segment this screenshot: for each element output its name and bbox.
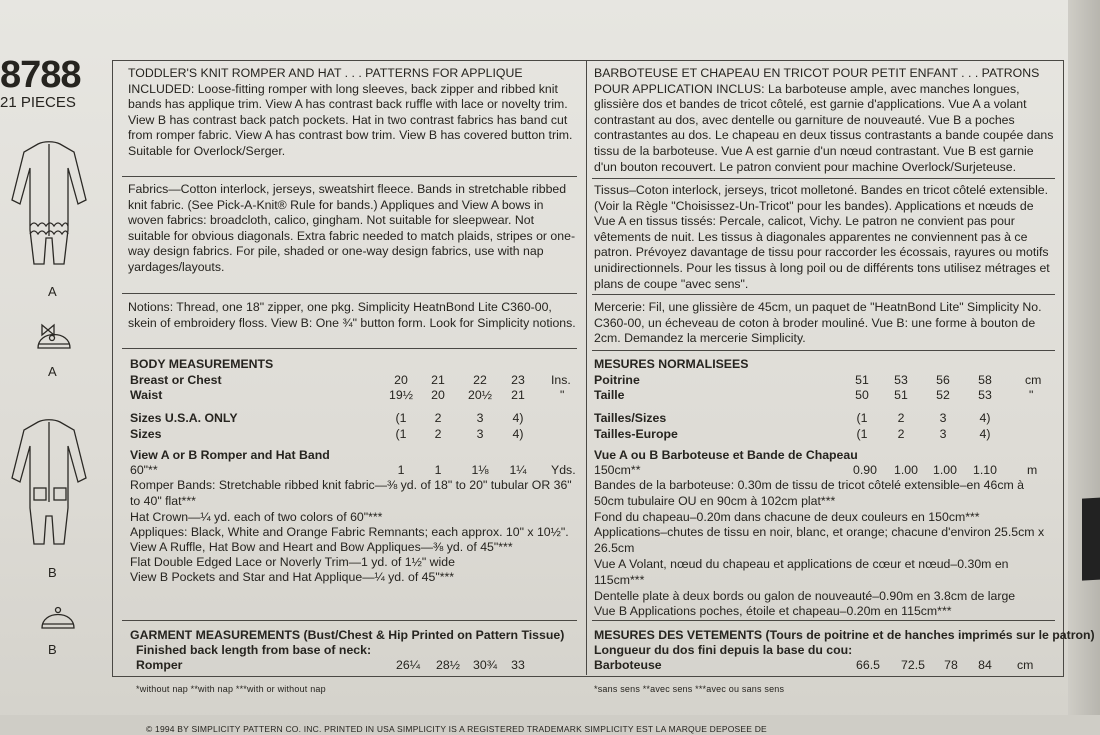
size-value: (1: [395, 411, 407, 425]
breast-value: 22: [473, 373, 487, 387]
bandes-fr: Bandes de la barboteuse: 0.30m de tissu de tricot côtelé extensible–en 46cm à 50cm tubulaire OU en 90cm à 102cm plat***: [594, 478, 1024, 508]
hat-view-b-illustration: [38, 604, 78, 634]
size-value: 3: [939, 411, 947, 425]
divider: [592, 294, 1055, 295]
taille-value: 51: [894, 388, 908, 402]
romper-view-a-illustration: [0, 140, 90, 275]
metrage-value: 1.00: [933, 463, 957, 477]
envelope-tab: [1082, 497, 1100, 580]
barboteuse-label: Barboteuse: [594, 658, 662, 672]
copyright-line: © 1994 BY SIMPLICITY PATTERN CO. INC. PRINTED IN USA SIMPLICITY IS A REGISTERED TRADEMARK SIMPLICITY EST LA MARQUE DEPOSEE DE: [146, 724, 767, 734]
sizes-us-label: Sizes U.S.A. ONLY: [130, 411, 238, 425]
inches-unit: Ins.: [551, 373, 571, 387]
sizes-label: Sizes: [130, 427, 162, 441]
waist-label: Waist: [130, 388, 163, 402]
size-value: (1: [856, 427, 868, 441]
vue-b-applications-fr: Vue B Applications poches, étoile et chapeau–0.20m en 115cm***: [594, 604, 952, 618]
hat-crown-en: Hat Crown—¼ yd. each of two colors of 60"***: [130, 510, 383, 524]
romper-length-value: 30¾: [473, 658, 497, 672]
lace-trim-en: Flat Double Edged Lace or Noverly Trim—1 yd. of 1½" wide: [130, 555, 455, 569]
yardage-value: 1: [397, 463, 405, 477]
romper-length-value: 26¼: [396, 658, 420, 672]
ditto-mark: ": [560, 388, 565, 402]
barboteuse-value: 72.5: [901, 658, 925, 672]
breast-label: Breast or Chest: [130, 373, 222, 387]
view-a-label: A: [48, 284, 57, 299]
taille-label: Taille: [594, 388, 625, 402]
applications-fr: Applications–chutes de tissu en noir, blanc, et orange; chacune d'environ 25.5cm x 26.5cm: [594, 525, 1045, 555]
notions-en: Notions: Thread, one 18" zipper, one pkg. Simplicity HeatnBond Lite C360-00, skein of embroidery floss. View B: One ¾" button form. Look for Simplicity notions.: [128, 300, 576, 330]
mesures-heading: MESURES NORMALISEES: [594, 357, 749, 371]
size-value: 4): [512, 411, 524, 425]
appliques-en: Appliques: Black, White and Orange Fabric Remnants; each approx. 10" x 10½".: [130, 525, 569, 539]
romper-length-value: 33: [511, 658, 525, 672]
hat-view-a-illustration: [34, 322, 74, 354]
barboteuse-value: 66.5: [856, 658, 880, 672]
vue-ab-label: Vue A ou B Barboteuse et Bande de Chapeau: [594, 448, 858, 462]
tailles-sizes-label: Tailles/Sizes: [594, 411, 667, 425]
size-value: 3: [476, 411, 484, 425]
waist-value: 19½: [389, 388, 413, 402]
garment-measurements-heading: GARMENT MEASUREMENTS (Bust/Chest & Hip Printed on Pattern Tissue): [130, 628, 565, 642]
yards-unit: Yds.: [551, 463, 576, 477]
view-a-ruffle-en: View A Ruffle, Hat Bow and Heart and Bow Appliques—⅜ yd. of 45"***: [130, 540, 513, 554]
tissus-fr: Tissus–Coton interlock, jerseys, tricot molletoné. Bandes en tricot côtelé extensible. (Voir la Règle "Choisissez-Un-Tricot" pour les bandes). Applications et nœuds de Vue A en tissus tissés: Percale, calicot, Vichy. Le patron ne convient pas pour vêtements de nuit. Les tissus à diagonales apparentes ne conviennent pas à ce patron. Prévoyez davantage de tissu pour raccorder les écossais, rayures ou motifs unidirectionnels. Pour les tissus à long poil ou de différents tons utilisez métrages et plans de coupe "avec sens".: [594, 183, 1050, 291]
yardage-value: 1¼: [509, 463, 527, 477]
ditto-mark: ": [1029, 388, 1034, 402]
yardage-value: 1: [434, 463, 442, 477]
longueur-label: Longueur du dos fini depuis la base du cou:: [594, 643, 853, 657]
fabrics-en: Fabrics—Cotton interlock, jerseys, sweatshirt fleece. Bands in stretchable ribbed knit fabric. (See Pick-A-Knit® Rule for bands.) Appliques and View A bows in woven fabrics: broadcloth, calico, gingham. Not suitable for sleepwear. Not suitable for obvious diagonals. Extra fabric needed to match plaids, stripes or one-way design fabrics. For pile, shaded or one-way design fabrics, use with nap yardages/layouts.: [128, 182, 576, 274]
size-value: (1: [395, 427, 407, 441]
view-ab-romper-label: View A or B Romper and Hat Band: [130, 448, 330, 462]
envelope-fold: [1068, 0, 1100, 735]
size-value: 2: [434, 427, 442, 441]
footnote-fr: *sans sens **avec sens ***avec ou sans sens: [594, 684, 785, 694]
mercerie-fr: Mercerie: Fil, une glissière de 45cm, un paquet de "HeatnBond Lite" Simplicity No. C360-00, un écheveau de coton à broder mouliné. Vue B: une forme à bouton de 2cm. Demandez la mercerie Simplicity.: [594, 300, 1042, 346]
poitrine-value: 53: [894, 373, 908, 387]
size-value: 4): [979, 427, 991, 441]
size-value: 2: [434, 411, 442, 425]
taille-value: 52: [936, 388, 950, 402]
metre-unit: m: [1027, 463, 1038, 477]
divider: [122, 176, 577, 177]
divider: [592, 350, 1055, 351]
poitrine-value: 58: [978, 373, 992, 387]
romper-bands-en: Romper Bands: Stretchable ribbed knit fabric—⅜ yd. of 18" to 20" tubular OR 36" to 40" flat***: [130, 478, 572, 508]
pattern-number: 8788: [0, 54, 81, 96]
barboteuse-value: 78: [944, 658, 958, 672]
waist-value: 20½: [468, 388, 492, 402]
finished-length-label: Finished back length from base of neck:: [136, 643, 372, 657]
poitrine-label: Poitrine: [594, 373, 640, 387]
view-b-pockets-en: View B Pockets and Star and Hat Applique—¼ yd. of 45"***: [130, 570, 455, 584]
size-value: 4): [512, 427, 524, 441]
dentelle-fr: Dentelle plate à deux bords ou galon de nouveauté–0.90m en 3.8cm de large: [594, 589, 1016, 603]
breast-value: 20: [394, 373, 408, 387]
view-a-hat-label: A: [48, 364, 57, 379]
waist-value: 20: [431, 388, 445, 402]
size-value: 2: [897, 427, 905, 441]
size-value: 3: [476, 427, 484, 441]
description-en: TODDLER'S KNIT ROMPER AND HAT . . . PATTERNS FOR APPLIQUE INCLUDED: Loose-fitting romper with long sleeves, back zipper and ribbed knit bands has applique trim. View A has contrast back ruffle with lace or novelty trim. View B has contrast back patch pockets. Hat in two contrast fabrics has band cut from romper fabric. View A has contrast bow trim. View B has covered button trim. Suitable for Overlock/Serger.: [128, 66, 573, 158]
waist-value: 21: [511, 388, 525, 402]
vue-a-volant-fr: Vue A Volant, nœud du chapeau et applications de cœur et nœud–0.30m en 115cm***: [594, 557, 1009, 587]
view-b-label: B: [48, 565, 57, 580]
romper-view-b-illustration: [0, 418, 90, 553]
size-value: 2: [897, 411, 905, 425]
divider: [592, 178, 1055, 179]
barboteuse-value: 84: [978, 658, 992, 672]
taille-value: 53: [978, 388, 992, 402]
romper-label: Romper: [136, 658, 183, 672]
size-value: 3: [939, 427, 947, 441]
metrage-value: 0.90: [853, 463, 877, 477]
poitrine-value: 51: [855, 373, 869, 387]
yardage-value: 1⅛: [471, 463, 489, 477]
metrage-value: 1.10: [973, 463, 997, 477]
fabric-width: 60"**: [130, 463, 158, 477]
poitrine-value: 56: [936, 373, 950, 387]
divider: [592, 620, 1055, 621]
breast-value: 21: [431, 373, 445, 387]
footnote-en: *without nap **with nap ***with or without nap: [136, 684, 326, 694]
divider: [122, 348, 577, 349]
metrage-value: 1.00: [894, 463, 918, 477]
size-value: (1: [856, 411, 868, 425]
divider: [122, 620, 577, 621]
pieces-count: 21 PIECES: [0, 94, 76, 111]
romper-length-value: 28½: [436, 658, 460, 672]
fond-fr: Fond du chapeau–0.20m dans chacune de deux couleurs en 150cm***: [594, 510, 980, 524]
vetements-heading: MESURES DES VETEMENTS (Tours de poitrine et de hanches imprimés sur le patron): [594, 628, 1095, 642]
fabric-width-fr: 150cm**: [594, 463, 641, 477]
description-fr: BARBOTEUSE ET CHAPEAU EN TRICOT POUR PETIT ENFANT . . . PATRONS POUR APPLICATION INCLUS: La barboteuse ample, avec manches longues, glissière dos et bandes de tricot côtelé, est garnie d'applications. Vue A a volant contrastant au dos, avec dentelle ou garniture de nouveauté. Vue B a poches contrastantes au dos. Le chapeau en deux tissus contrastants a bande coupée dans tissu de la barboteuse. Vue A est garnie d'un nœud contrastant. Vue B est garnie d'un bouton recouvert. Le patron convient pour machine Overlock/Surjeteuse.: [594, 66, 1054, 174]
size-value: 4): [979, 411, 991, 425]
column-divider: [586, 60, 587, 675]
breast-value: 23: [511, 373, 525, 387]
divider: [122, 293, 577, 294]
body-measurements-heading: BODY MEASUREMENTS: [130, 357, 274, 371]
view-b-hat-label: B: [48, 642, 57, 657]
tailles-europe-label: Tailles-Europe: [594, 427, 678, 441]
cm-unit: cm: [1017, 658, 1034, 672]
taille-value: 50: [855, 388, 869, 402]
cm-unit: cm: [1025, 373, 1042, 387]
